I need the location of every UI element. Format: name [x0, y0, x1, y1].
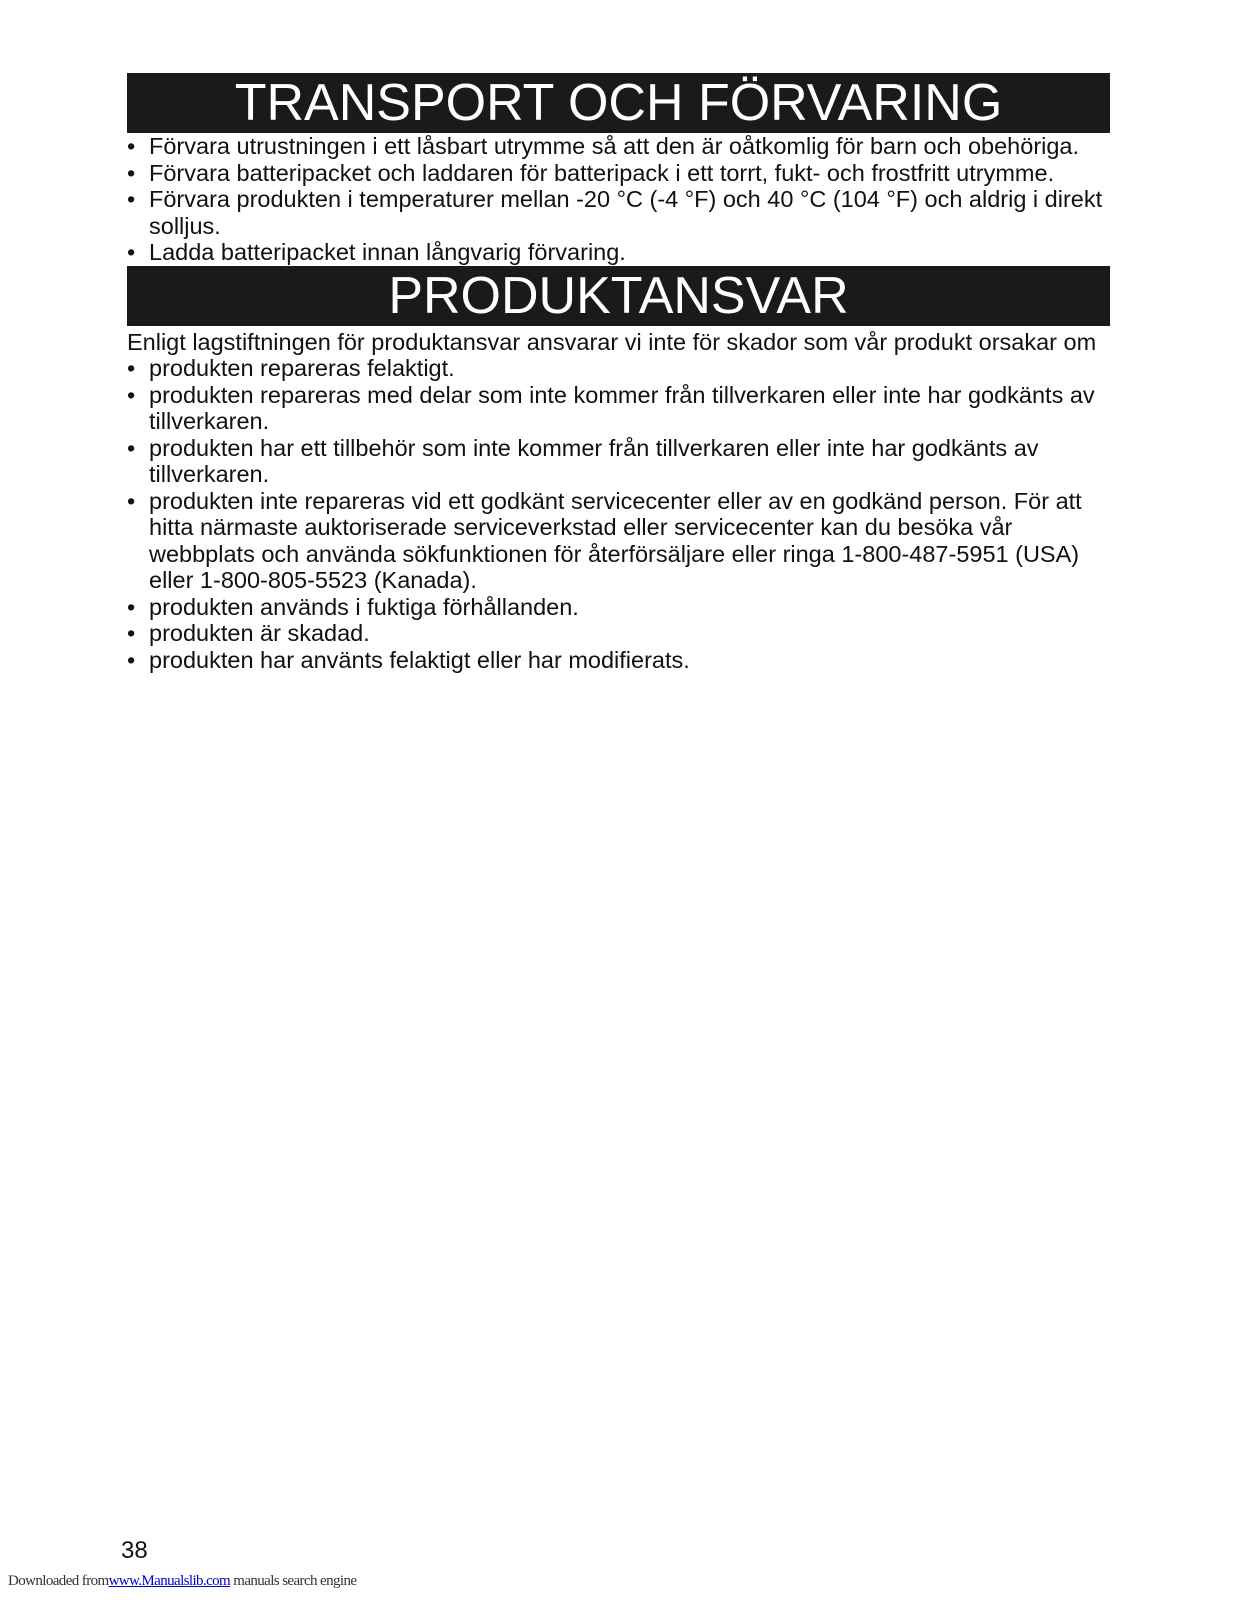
list-item: • Ladda batteripacket innan långvarig förvaring. — [127, 239, 1110, 266]
list-item: • Förvara batteripacket och laddaren för batteripack i ett torrt, fukt- och frostfritt utrymme. — [127, 160, 1110, 187]
section-heading-produktansvar: PRODUKTANSVAR — [127, 266, 1110, 326]
download-footer — [8, 1573, 356, 1590]
page-content — [127, 73, 1110, 673]
transport-list — [127, 133, 1110, 266]
manualslib-link[interactable]: www.Manualslib.com — [108, 1573, 231, 1589]
list-item: • produkten används i fuktiga förhållanden. — [127, 594, 1110, 621]
list-item: • produkten har ett tillbehör som inte kommer från tillverkaren eller inte har godkänts av tillverkaren. — [127, 435, 1110, 488]
page-number: 38 — [121, 1537, 148, 1564]
section-heading-transport: TRANSPORT OCH FÖRVARING — [127, 73, 1110, 133]
footer-prefix: Downloaded from — [8, 1573, 109, 1589]
list-item: • Förvara utrustningen i ett låsbart utrymme så att den är oåtkomlig för barn och obehöriga. — [127, 133, 1110, 160]
list-item: • produkten har använts felaktigt eller har modifierats. — [127, 647, 1110, 674]
produktansvar-list — [127, 355, 1110, 673]
list-item: • Förvara produkten i temperaturer mellan -20 °C (-4 °F) och 40 °C (104 °F) och aldrig i direkt solljus. — [127, 186, 1110, 239]
footer-suffix: manuals search engine — [230, 1573, 357, 1589]
produktansvar-intro: Enligt lagstiftningen för produktansvar ansvarar vi inte för skador som vår produkt orsakar om — [127, 328, 1097, 355]
list-item: • produkten är skadad. — [127, 620, 1110, 647]
list-item: • produkten repareras med delar som inte kommer från tillverkaren eller inte har godkänts av tillverkaren. — [127, 382, 1110, 435]
list-item: • produkten repareras felaktigt. — [127, 355, 1110, 382]
list-item: • produkten inte repareras vid ett godkänt servicecenter eller av en godkänd person. För att hitta närmaste auktoriserade serviceverkstad eller servicecenter kan du besöka vår webbplats och använda sökfunktionen för återförsäljare eller ringa 1-800-487-5951 (USA) eller 1-800-805-5523 (Kanada). — [127, 488, 1110, 594]
